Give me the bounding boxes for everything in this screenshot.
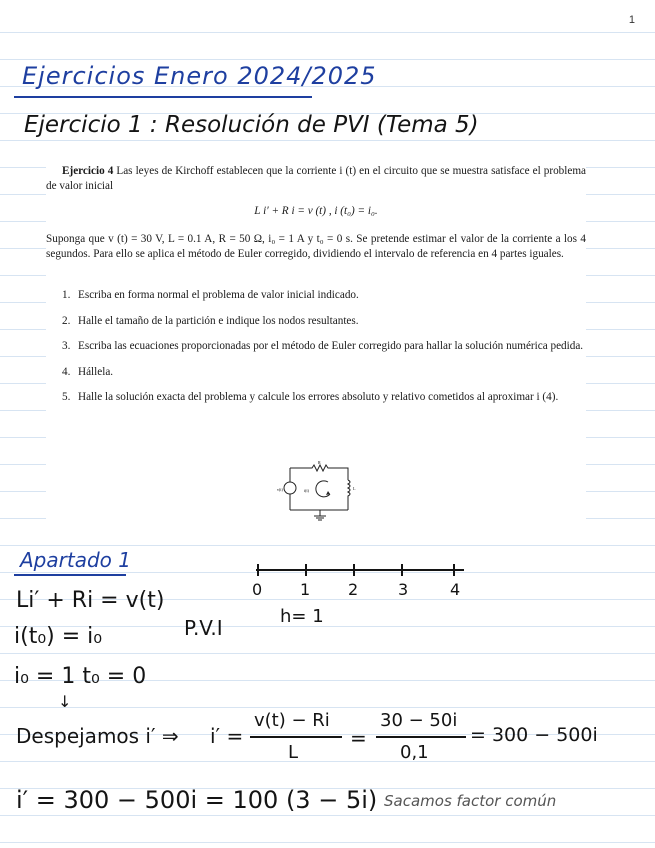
fraction1-bar	[250, 736, 342, 738]
inductor-label: L	[353, 486, 356, 491]
fraction2-bar	[376, 736, 466, 738]
factored-equation: i′ = 300 − 500i = 100 (3 − 5i)	[16, 786, 378, 814]
equals-sign: =	[350, 726, 367, 750]
task-text: Halle la solución exacta del problema y calcule los errores absoluto y relativo cometidos al aproximar i (4).	[78, 391, 559, 404]
problem-intro	[46, 164, 586, 193]
page-number: 1	[628, 14, 635, 26]
derivative-result: = 300 − 500i	[470, 724, 598, 746]
main-title-underline	[14, 96, 312, 98]
task-number: 5.	[62, 391, 71, 404]
fraction2-numerator: 30 − 50i	[380, 710, 458, 731]
task-text: Escriba las ecuaciones proporcionadas por el método de Euler corregido para hallar la solución numérica pedida.	[78, 340, 584, 353]
down-arrow-icon: ↓	[58, 692, 72, 711]
problem-intro-text: Las leyes de Kirchoff establecen que la corriente i (t) en el circuito que se muestra satisface el problema de valor inicial	[46, 165, 587, 192]
partition-number-line	[250, 558, 480, 588]
source-label: v(t)	[277, 487, 283, 492]
task-number: 2.	[62, 314, 71, 327]
problem-heading: Ejercicio 4	[62, 165, 114, 177]
current-label: i(t)	[304, 488, 309, 493]
task-text: Hállela.	[78, 365, 114, 378]
despejamos-label: Despejamos i′ ⇒	[16, 724, 179, 748]
node-label: 2	[348, 580, 359, 599]
task-item	[46, 339, 586, 354]
node-label: 1	[300, 580, 311, 599]
task-number: 1.	[62, 289, 71, 301]
sub-title: Ejercicio 1 : Resolución de PVI (Tema 5)	[24, 112, 479, 138]
main-title: Ejercicios Enero 2024/2025	[22, 62, 377, 90]
fraction1-numerator: v(t) − Ri	[254, 710, 330, 731]
ivp-equation: L i′ + R i = v (t) , i (t₀) = i₀.	[254, 205, 378, 217]
task-item	[46, 288, 586, 303]
task-item	[46, 365, 586, 380]
task-list	[46, 288, 586, 416]
node-label: 4	[450, 580, 461, 599]
exercise-sheet	[46, 160, 586, 522]
task-number: 4.	[62, 365, 71, 378]
derivative-lhs: i′ =	[210, 724, 244, 748]
resistor-label: R	[318, 460, 321, 465]
node-label: 3	[398, 580, 409, 599]
node-label: 0	[252, 580, 263, 599]
apartado-heading: Apartado 1	[20, 548, 131, 572]
task-item	[46, 390, 586, 405]
fraction2-denominator: 0,1	[400, 742, 429, 763]
rl-circuit-diagram	[276, 460, 362, 522]
problem-data: Suponga que v (t) = 30 V, L = 0.1 A, R = 50 Ω, i₀ = 1 A y t₀ = 0 s. Se pretende estimar el valor de la corriente a los 4 segundos. Para ello se aplica el método de Euler corregido, dividiendo el intervalo de referencia en 4 partes iguales.	[46, 233, 586, 260]
pvi-label: P.V.I	[184, 616, 223, 640]
factor-comun-note: Sacamos factor común	[384, 792, 557, 810]
task-text: Halle el tamaño de la partición e indique los nodos resultantes.	[78, 314, 359, 327]
fraction1-denominator: L	[288, 742, 299, 763]
task-text: Escriba en forma normal el problema de valor inicial indicado.	[78, 289, 359, 301]
apartado-underline	[14, 574, 126, 576]
task-number: 3.	[62, 340, 71, 353]
initial-values: i₀ = 1 t₀ = 0	[14, 664, 147, 689]
task-item	[46, 314, 586, 329]
initial-condition: i(t₀) = i₀	[14, 624, 103, 649]
ode-equation: Li′ + Ri = v(t)	[16, 588, 165, 613]
step-size: h= 1	[280, 606, 324, 627]
